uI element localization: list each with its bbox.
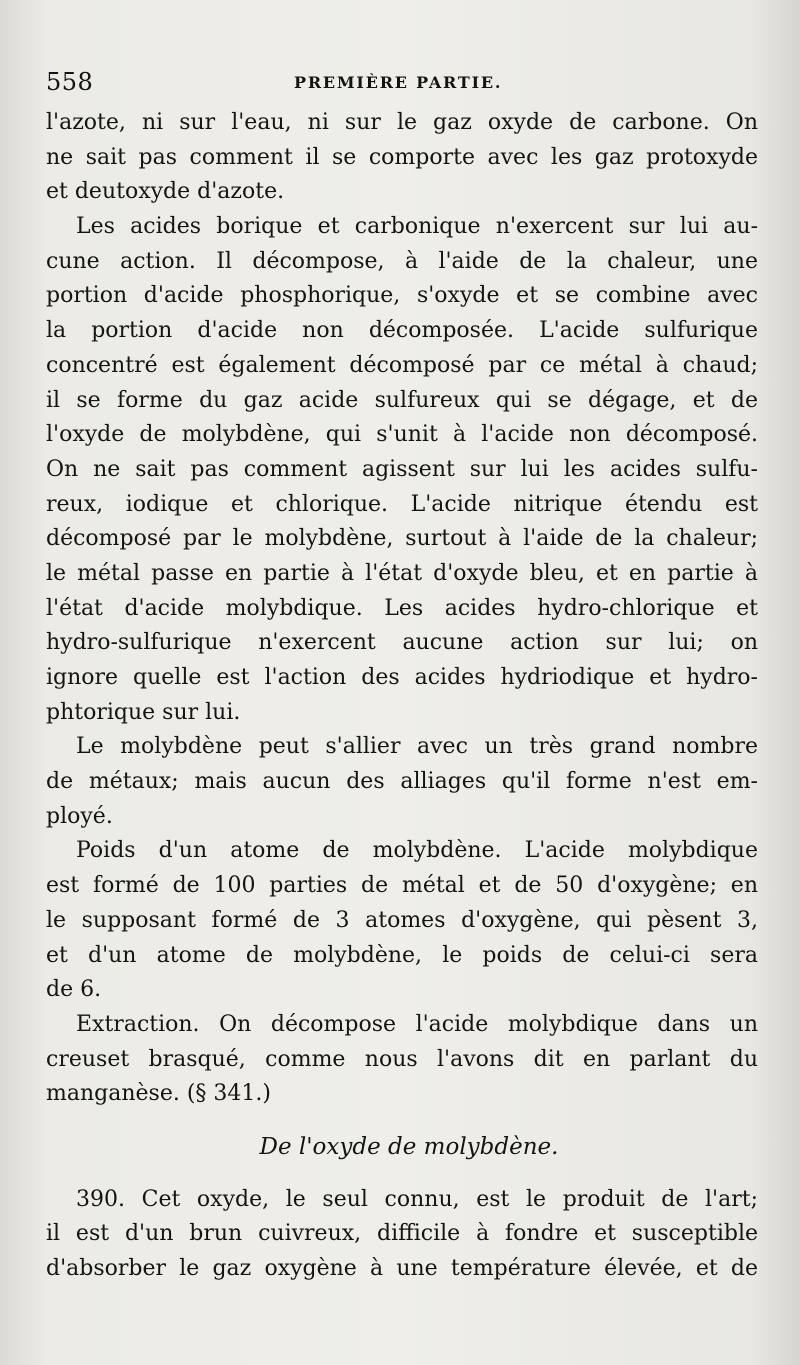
text-line: concentré est également décomposé par ce métal à chaud; [46, 352, 758, 378]
text-line: et d'un atome de molybdène, le poids de celui-ci sera [46, 942, 758, 968]
text-line: et deutoxyde d'azote. [46, 179, 285, 205]
text-line: creuset brasqué, comme nous l'avons dit en parlant du [46, 1046, 758, 1072]
section-heading: De l'oxyde de molybdène. [259, 1133, 559, 1160]
text-line: ne sait pas comment il se comporte avec les gaz protoxyde [46, 144, 758, 170]
paragraph-first-line: Poids d'un atome de molybdène. L'acide molybdique [76, 838, 758, 864]
text-line: cune action. Il décompose, à l'aide de la chaleur, une [46, 248, 758, 274]
text-line: l'état d'acide molybdique. Les acides hydro-chlorique et [46, 595, 758, 621]
body-text [46, 106, 758, 1287]
text-line: l'oxyde de molybdène, qui s'unit à l'acide non décomposé. [46, 422, 758, 448]
text-line: le supposant formé de 3 atomes d'oxygène, qui pèsent 3, [46, 907, 758, 933]
text-line: il est d'un brun cuivreux, difficile à fondre et susceptible [46, 1221, 758, 1247]
text-line: ignore quelle est l'action des acides hydriodique et hydro- [46, 665, 758, 690]
spacer [46, 1112, 758, 1130]
running-title: PREMIÈRE PARTIE. [294, 73, 503, 92]
text-line: d'absorber le gaz oxygène à une température élevée, et de [46, 1256, 758, 1281]
paragraph-first-line: Le molybdène peut s'allier avec un très grand nombre [76, 734, 758, 760]
text-line: est formé de 100 parties de métal et de 50 d'oxygène; en [46, 873, 758, 899]
text-line: le métal passe en partie à l'état d'oxyde bleu, et en partie à [46, 560, 758, 586]
paragraph-first-line: Les acides borique et carbonique n'exercent sur lui au- [76, 214, 758, 240]
page-number: 558 [46, 68, 94, 96]
text-line: de métaux; mais aucun des alliages qu'il forme n'est em- [46, 769, 758, 795]
text-line: portion d'acide phosphorique, s'oxyde et se combine avec [46, 283, 758, 309]
running-head [46, 66, 758, 98]
text-line: il se forme du gaz acide sulfureux qui se dégage, et de [46, 387, 758, 413]
text-line: On ne sait pas comment agissent sur lui les acides sulfu- [46, 456, 758, 482]
paragraph-first-line: 390. Cet oxyde, le seul connu, est le produit de l'art; [76, 1186, 758, 1212]
text-line: reux, iodique et chlorique. L'acide nitrique étendu est [46, 491, 758, 517]
text-line: de 6. [46, 977, 102, 1003]
text-line: décomposé par le molybdène, surtout à l'aide de la chaleur; [46, 526, 758, 552]
text-line: l'azote, ni sur l'eau, ni sur le gaz oxyde de carbone. On [46, 110, 758, 135]
text-line: manganèse. (§ 341.) [46, 1081, 271, 1107]
text-line: phtorique sur lui. [46, 699, 241, 725]
paragraph-first-line: Extraction. On décompose l'acide molybdique dans un [76, 1011, 758, 1037]
text-line: la portion d'acide non décomposée. L'acide sulfurique [46, 318, 758, 344]
text-line: hydro-sulfurique n'exercent aucune action sur lui; on [46, 630, 758, 656]
spacer [46, 1165, 758, 1183]
text-line: ployé. [46, 803, 113, 829]
